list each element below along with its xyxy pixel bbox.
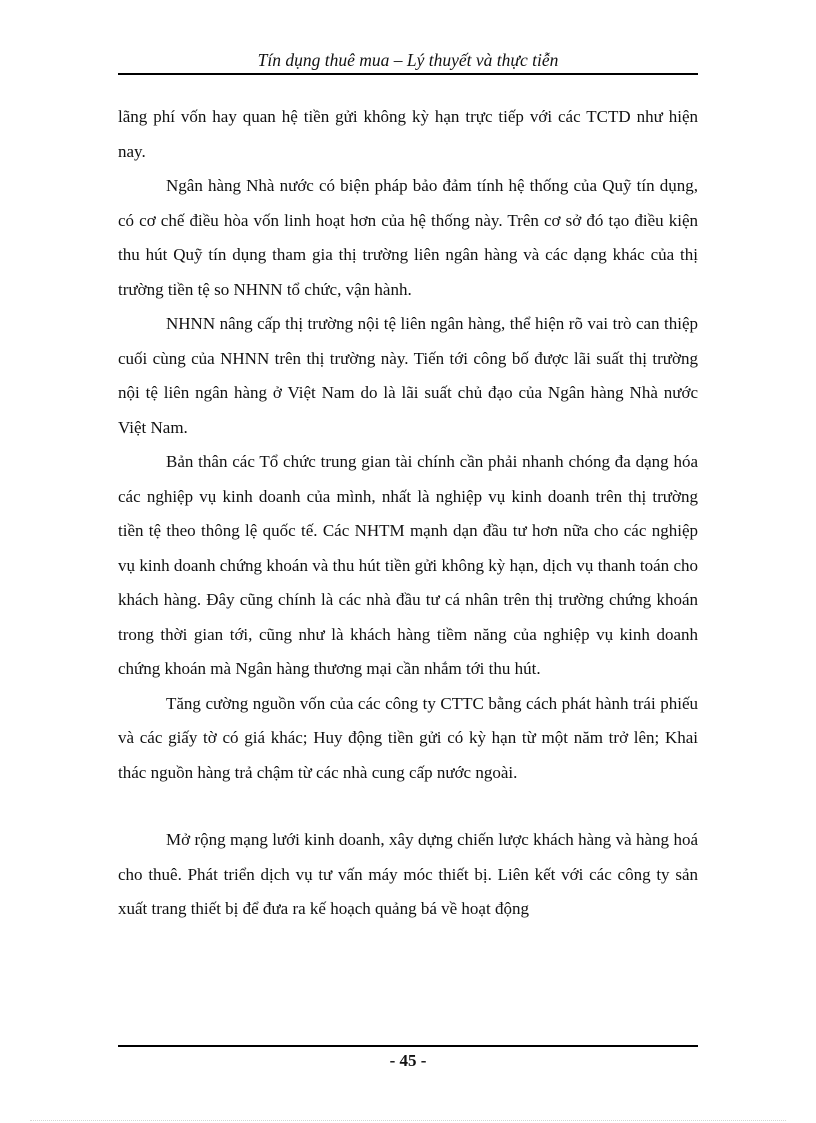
header-rule bbox=[118, 73, 698, 75]
paragraph-business-network: Mở rộng mạng lưới kinh doanh, xây dựng chiến lược khách hàng và hàng hoá cho thuê. Phát triển dịch vụ tư vấn máy móc thiết bị. Liên kết với các công ty sản xuất trang thiết bị để đưa ra kế hoạch quảng bá về hoạt động bbox=[118, 830, 698, 918]
paragraph-credit-fund: Ngân hàng Nhà nước có biện pháp bảo đảm tính hệ thống của Quỹ tín dụng, có cơ chế điều hòa vốn linh hoạt hơn của hệ thống này. Trên cơ sở đó tạo điều kiện thu hút Quỹ tín dụng tham gia thị trường liên ngân hàng và các dạng khác của thị trường tiền tệ so NHNN tổ chức, vận hành. bbox=[118, 176, 698, 299]
page-number: - 45 - bbox=[389, 1051, 427, 1070]
paragraph-capital-sources: Tăng cường nguồn vốn của các công ty CTTC bằng cách phát hành trái phiếu và các giấy tờ có giá khác; Huy động tiền gửi có kỳ hạn từ một năm trở lên; Khai thác nguồn hàng trả chậm từ các nhà cung cấp nước ngoài. bbox=[118, 693, 698, 782]
paragraph-financial-intermediaries: Bản thân các Tổ chức trung gian tài chính cần phải nhanh chóng đa dạng hóa các nghiệp vụ kinh doanh của mình, nhất là nghiệp vụ kinh doanh trên thị trường tiền tệ theo thông lệ quốc tế. Các NHTM mạnh dạn đầu tư hơn nữa cho các nghiệp vụ kinh doanh chứng khoán và thu hút tiền gửi không kỳ hạn, dịch vụ thanh toán cho khách hàng. Đây cũng chính là các nhà đầu tư cá nhân trên thị trường chứng khoán trong thời gian tới, cũng như là khách hàng tiềm năng của nghiệp vụ kinh doanh chứng khoán mà Ngân hàng thương mại cần nhắm tới thu hút. bbox=[118, 452, 698, 678]
page-edge-divider bbox=[30, 1120, 786, 1121]
paragraph-continuation: lãng phí vốn hay quan hệ tiền gửi không kỳ hạn trực tiếp với các TCTD như hiện nay. bbox=[118, 107, 698, 161]
page-body bbox=[118, 100, 698, 927]
paragraph-interbank-market: NHNN nâng cấp thị trường nội tệ liên ngân hàng, thể hiện rõ vai trò can thiệp cuối cùng của NHNN trên thị trường này. Tiến tới công bố được lãi suất thị trường nội tệ liên ngân hàng ở Việt Nam do là lãi suất chủ đạo của Ngân hàng Nhà nước Việt Nam. bbox=[118, 314, 698, 437]
running-header-title: Tín dụng thuê mua – Lý thuyết và thực tiễn bbox=[257, 50, 559, 70]
footer-rule bbox=[118, 1045, 698, 1047]
